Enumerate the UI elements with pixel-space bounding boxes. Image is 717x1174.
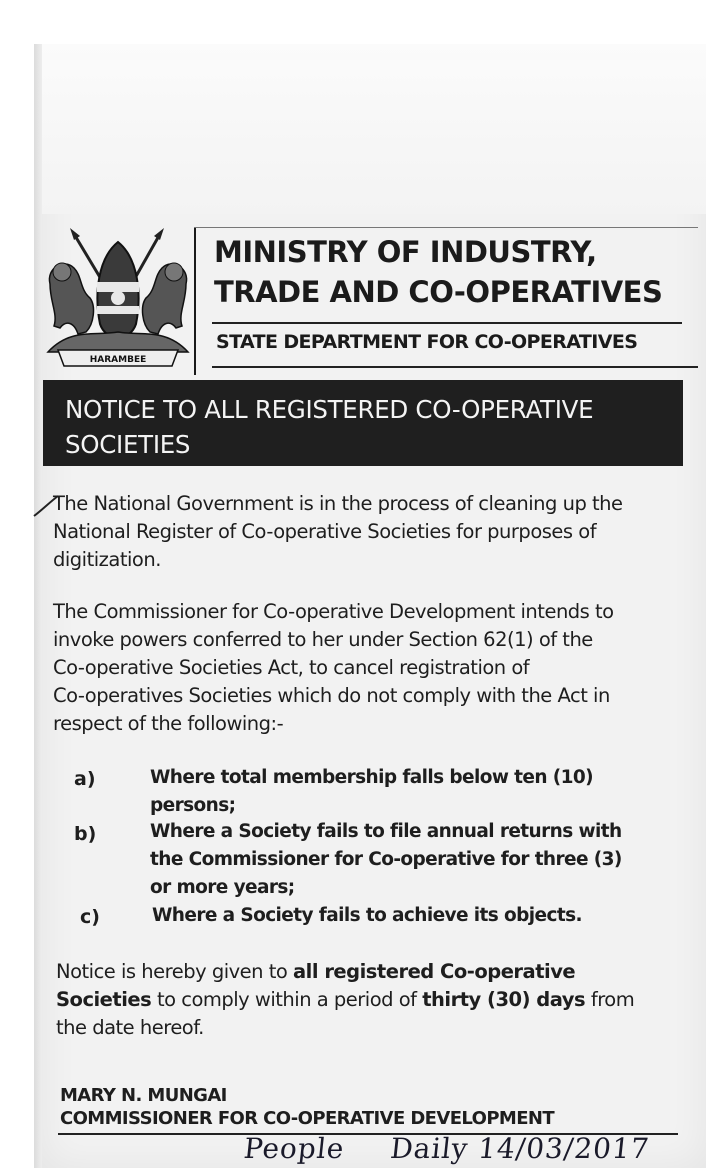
paragraph-notice-given — [56, 958, 696, 1042]
list-item-line: persons; — [150, 795, 236, 816]
notice-bold-recipients: all registered Co-operative — [293, 960, 576, 983]
notice-title — [65, 392, 675, 462]
ministry-name — [214, 232, 694, 312]
paragraph-line — [56, 958, 696, 986]
header-divider-vertical — [194, 227, 196, 375]
ministry-name-line1: MINISTRY OF INDUSTRY, — [214, 235, 597, 269]
notice-bold-societies: Societies — [56, 988, 152, 1011]
list-item-letter: a) — [74, 768, 96, 790]
state-department: STATE DEPARTMENT FOR CO-OPERATIVES — [216, 331, 638, 353]
paragraph-line — [56, 986, 696, 1014]
signatory-name: MARY N. MUNGAI — [60, 1085, 227, 1106]
header-rule-bottom — [212, 366, 698, 368]
list-item-letter: b) — [74, 823, 97, 845]
list-item-line: Where a Society fails to achieve its objects. — [152, 905, 582, 926]
list-item-letter: c) — [80, 906, 100, 928]
paragraph-purpose — [53, 490, 688, 574]
paragraph-line: respect of the following:- — [53, 712, 284, 735]
handwritten-date: Daily 14/03/2017 — [388, 1132, 652, 1165]
notice-text: Notice is hereby given to — [56, 960, 293, 983]
list-item-line: the Commissioner for Co-operative for three (3) — [150, 849, 622, 870]
paragraph-line: Co-operative Societies Act, to cancel registration of — [53, 656, 530, 679]
notice-text: from — [585, 988, 635, 1011]
paragraph-line: Co-operatives Societies which do not comply with the Act in — [53, 684, 610, 707]
list-item-line: Where a Society fails to file annual returns with — [150, 821, 622, 842]
header-rule-middle — [212, 322, 682, 324]
handwritten-source-note — [242, 1132, 651, 1165]
handwritten-source: People — [242, 1132, 347, 1165]
notice-bold-period: thirty (30) days — [422, 988, 586, 1011]
kenya-coat-of-arms-icon — [40, 224, 196, 372]
paragraph-line: invoke powers conferred to her under Section 62(1) of the — [53, 628, 593, 651]
list-item-line: Where total membership falls below ten (10) — [150, 767, 594, 788]
notice-text: to comply within a period of — [151, 988, 423, 1011]
paragraph-line: The Commissioner for Co-operative Development intends to — [53, 600, 614, 623]
list-item — [150, 764, 690, 820]
crest-motto: HARAMBEE — [89, 355, 147, 365]
header-rule-top — [194, 227, 698, 228]
notice-title-line1: NOTICE TO ALL REGISTERED CO-OPERATIVE — [65, 395, 594, 424]
paragraph-line: National Register of Co-operative Societies for purposes of — [53, 520, 597, 543]
signatory-title: COMMISSIONER FOR CO-OPERATIVE DEVELOPMENT — [60, 1108, 555, 1129]
paragraph-line: digitization. — [53, 548, 161, 571]
list-item — [152, 902, 692, 930]
list-item-line: or more years; — [150, 877, 295, 898]
paragraph-commissioner-powers — [53, 598, 688, 738]
paragraph-line: The National Government is in the process of cleaning up the — [53, 492, 623, 515]
ministry-name-line2: TRADE AND CO-OPERATIVES — [214, 275, 663, 309]
paragraph-line: the date hereof. — [56, 1016, 204, 1039]
clipping-top-margin — [42, 44, 706, 214]
list-item — [150, 818, 690, 902]
notice-title-line2: SOCIETIES — [65, 430, 191, 459]
